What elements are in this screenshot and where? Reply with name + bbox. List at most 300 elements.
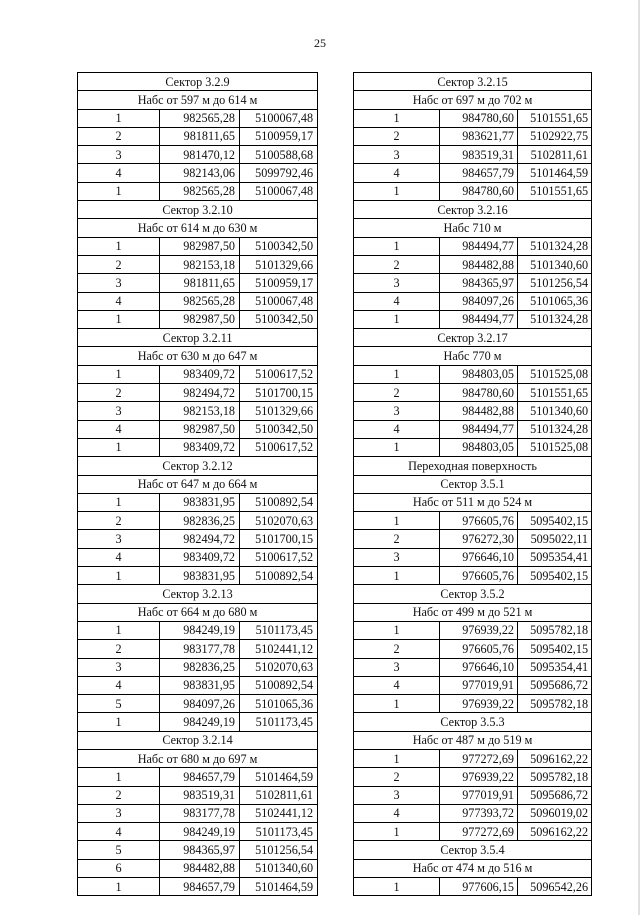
y-coordinate: 5095782,18 — [518, 768, 592, 786]
y-coordinate: 5095686,72 — [518, 676, 592, 694]
y-coordinate: 5101340,60 — [518, 255, 592, 273]
point-number: 2 — [354, 127, 440, 145]
table-row — [78, 823, 318, 841]
table-row — [78, 420, 318, 438]
point-number: 2 — [354, 530, 440, 548]
sector-header-row — [78, 73, 318, 91]
point-number: 1 — [354, 695, 440, 713]
point-number: 2 — [78, 640, 160, 658]
y-coordinate: 5101173,45 — [240, 823, 318, 841]
point-number: 1 — [78, 365, 160, 383]
point-number: 3 — [78, 274, 160, 292]
point-number: 4 — [78, 676, 160, 694]
x-coordinate: 977272,69 — [440, 749, 518, 767]
y-coordinate: 5102811,61 — [240, 786, 318, 804]
y-coordinate: 5100959,17 — [240, 274, 318, 292]
point-number: 4 — [78, 164, 160, 182]
point-number: 1 — [78, 567, 160, 585]
height-range-row — [354, 859, 592, 877]
height-range: Набс от 597 м до 614 м — [78, 91, 318, 109]
sector-title: Сектор 3.2.15 — [354, 73, 592, 91]
y-coordinate: 5100067,48 — [240, 182, 318, 200]
point-number: 2 — [354, 384, 440, 402]
table-row — [354, 823, 592, 841]
y-coordinate: 5100342,50 — [240, 237, 318, 255]
y-coordinate: 5100067,48 — [240, 109, 318, 127]
table-row — [78, 255, 318, 273]
sector-title: Сектор 3.5.3 — [354, 713, 592, 731]
table-row — [78, 109, 318, 127]
point-number: 3 — [78, 658, 160, 676]
x-coordinate: 976605,76 — [440, 640, 518, 658]
x-coordinate: 981470,12 — [160, 146, 240, 164]
y-coordinate: 5095022,11 — [518, 530, 592, 548]
point-number: 1 — [354, 621, 440, 639]
x-coordinate: 977393,72 — [440, 804, 518, 822]
table-row — [354, 768, 592, 786]
sector-header-row — [354, 585, 592, 603]
point-number: 2 — [354, 640, 440, 658]
x-coordinate: 982836,25 — [160, 512, 240, 530]
sector-header-row — [354, 713, 592, 731]
x-coordinate: 983409,72 — [160, 365, 240, 383]
table-row — [354, 567, 592, 585]
y-coordinate: 5101173,45 — [240, 713, 318, 731]
x-coordinate: 982836,25 — [160, 658, 240, 676]
table-row — [78, 438, 318, 456]
point-number: 6 — [78, 859, 160, 877]
height-range: Набс от 487 м до 519 м — [354, 731, 592, 749]
sector-title: Сектор 3.5.2 — [354, 585, 592, 603]
point-number: 4 — [78, 548, 160, 566]
y-coordinate: 5095402,15 — [518, 512, 592, 530]
y-coordinate: 5100588,68 — [240, 146, 318, 164]
coordinates-table-left — [77, 72, 318, 896]
sector-title: Сектор 3.5.1 — [354, 475, 592, 493]
x-coordinate: 976939,22 — [440, 695, 518, 713]
table-row — [78, 695, 318, 713]
y-coordinate: 5101340,60 — [240, 859, 318, 877]
y-coordinate: 5096542,26 — [518, 878, 592, 896]
point-number: 2 — [354, 768, 440, 786]
point-number: 5 — [78, 841, 160, 859]
x-coordinate: 981811,65 — [160, 127, 240, 145]
sector-title: Сектор 3.5.4 — [354, 841, 592, 859]
point-number: 3 — [354, 402, 440, 420]
x-coordinate: 984657,79 — [160, 768, 240, 786]
x-coordinate: 982565,28 — [160, 292, 240, 310]
table-row — [78, 530, 318, 548]
table-row — [78, 127, 318, 145]
y-coordinate: 5100959,17 — [240, 127, 318, 145]
height-range-row — [78, 347, 318, 365]
y-coordinate: 5101256,54 — [240, 841, 318, 859]
height-range-row — [354, 219, 592, 237]
y-coordinate: 5095782,18 — [518, 621, 592, 639]
x-coordinate: 977019,91 — [440, 676, 518, 694]
table-row — [354, 255, 592, 273]
table-row — [354, 878, 592, 896]
x-coordinate: 984780,60 — [440, 109, 518, 127]
point-number: 1 — [78, 878, 160, 896]
page-number: 25 — [314, 36, 326, 50]
y-coordinate: 5096162,22 — [518, 749, 592, 767]
sector-title: Сектор 3.2.10 — [78, 201, 318, 219]
x-coordinate: 977019,91 — [440, 786, 518, 804]
x-coordinate: 984097,26 — [160, 695, 240, 713]
x-coordinate: 984780,60 — [440, 384, 518, 402]
table-row — [78, 676, 318, 694]
height-range: Набс от 474 м до 516 м — [354, 859, 592, 877]
table-row — [354, 804, 592, 822]
y-coordinate: 5101324,28 — [518, 310, 592, 328]
point-number: 2 — [78, 512, 160, 530]
y-coordinate: 5100342,50 — [240, 420, 318, 438]
table-row — [78, 658, 318, 676]
point-number: 4 — [354, 292, 440, 310]
table-row — [78, 713, 318, 731]
x-coordinate: 982987,50 — [160, 420, 240, 438]
sector-header-row — [78, 585, 318, 603]
sector-header-row — [354, 73, 592, 91]
point-number: 1 — [354, 109, 440, 127]
y-coordinate: 5101329,66 — [240, 402, 318, 420]
y-coordinate: 5101256,54 — [518, 274, 592, 292]
table-row — [354, 127, 592, 145]
x-coordinate: 983831,95 — [160, 676, 240, 694]
table-row — [354, 146, 592, 164]
table-row — [78, 768, 318, 786]
point-number: 1 — [78, 768, 160, 786]
point-number: 1 — [78, 713, 160, 731]
point-number: 1 — [78, 182, 160, 200]
point-number: 2 — [78, 127, 160, 145]
height-range: Набс от 614 м до 630 м — [78, 219, 318, 237]
point-number: 4 — [354, 804, 440, 822]
height-range-row — [78, 603, 318, 621]
x-coordinate: 976646,10 — [440, 548, 518, 566]
table-row — [354, 310, 592, 328]
x-coordinate: 984780,60 — [440, 182, 518, 200]
sector-title: Сектор 3.2.17 — [354, 329, 592, 347]
height-range: Набс от 630 м до 647 м — [78, 347, 318, 365]
table-row — [78, 804, 318, 822]
x-coordinate: 984365,97 — [160, 841, 240, 859]
x-coordinate: 984249,19 — [160, 621, 240, 639]
table-row — [78, 237, 318, 255]
height-range-row — [354, 347, 592, 365]
sector-header-row — [78, 457, 318, 475]
table-row — [354, 640, 592, 658]
y-coordinate: 5100617,52 — [240, 548, 318, 566]
height-range-row — [78, 749, 318, 767]
table-row — [354, 274, 592, 292]
height-range-row — [78, 219, 318, 237]
y-coordinate: 5101065,36 — [240, 695, 318, 713]
table-row — [78, 493, 318, 511]
table-row — [78, 164, 318, 182]
x-coordinate: 984249,19 — [160, 713, 240, 731]
table-row — [354, 512, 592, 530]
sector-header-row — [354, 329, 592, 347]
x-coordinate: 984494,77 — [440, 237, 518, 255]
point-number: 1 — [78, 493, 160, 511]
x-coordinate: 984657,79 — [440, 164, 518, 182]
x-coordinate: 982153,18 — [160, 402, 240, 420]
x-coordinate: 983519,31 — [440, 146, 518, 164]
y-coordinate: 5102922,75 — [518, 127, 592, 145]
x-coordinate: 984482,88 — [440, 255, 518, 273]
x-coordinate: 977606,15 — [440, 878, 518, 896]
x-coordinate: 984482,88 — [440, 402, 518, 420]
y-coordinate: 5095402,15 — [518, 640, 592, 658]
table-row — [354, 365, 592, 383]
x-coordinate: 977272,69 — [440, 823, 518, 841]
point-number: 3 — [354, 274, 440, 292]
point-number: 4 — [78, 823, 160, 841]
sector-header-row — [354, 841, 592, 859]
y-coordinate: 5100617,52 — [240, 438, 318, 456]
table-row — [78, 182, 318, 200]
point-number: 3 — [354, 548, 440, 566]
x-coordinate: 982987,50 — [160, 310, 240, 328]
table-row — [78, 786, 318, 804]
y-coordinate: 5101525,08 — [518, 365, 592, 383]
y-coordinate: 5096162,22 — [518, 823, 592, 841]
y-coordinate: 5101700,15 — [240, 384, 318, 402]
point-number: 1 — [354, 365, 440, 383]
point-number: 1 — [354, 749, 440, 767]
point-number: 1 — [78, 237, 160, 255]
height-range-row — [354, 493, 592, 511]
table-row — [78, 548, 318, 566]
y-coordinate: 5102441,12 — [240, 804, 318, 822]
table-row — [354, 438, 592, 456]
coordinates-table-right — [353, 72, 592, 896]
x-coordinate: 984803,05 — [440, 365, 518, 383]
table-row — [354, 695, 592, 713]
point-number: 3 — [354, 146, 440, 164]
table-row — [354, 164, 592, 182]
table-row — [78, 621, 318, 639]
table-row — [78, 274, 318, 292]
table-row — [78, 292, 318, 310]
y-coordinate: 5101464,59 — [240, 768, 318, 786]
table-row — [354, 786, 592, 804]
table-row — [354, 237, 592, 255]
sector-title: Сектор 3.2.11 — [78, 329, 318, 347]
point-number: 2 — [78, 384, 160, 402]
table-row — [354, 548, 592, 566]
y-coordinate: 5095686,72 — [518, 786, 592, 804]
height-range: Набс от 697 м до 702 м — [354, 91, 592, 109]
height-range-row — [354, 91, 592, 109]
point-number: 3 — [354, 786, 440, 804]
point-number: 2 — [78, 786, 160, 804]
point-number: 1 — [354, 823, 440, 841]
sector-header-row — [78, 731, 318, 749]
y-coordinate: 5101551,65 — [518, 384, 592, 402]
x-coordinate: 976646,10 — [440, 658, 518, 676]
table-row — [354, 420, 592, 438]
point-number: 1 — [78, 109, 160, 127]
table-row — [78, 841, 318, 859]
sector-title: Сектор 3.2.12 — [78, 457, 318, 475]
table-row — [354, 182, 592, 200]
point-number: 2 — [354, 255, 440, 273]
y-coordinate: 5102070,63 — [240, 658, 318, 676]
point-number: 3 — [78, 804, 160, 822]
x-coordinate: 983621,77 — [440, 127, 518, 145]
x-coordinate: 984657,79 — [160, 878, 240, 896]
y-coordinate: 5100342,50 — [240, 310, 318, 328]
x-coordinate: 976272,30 — [440, 530, 518, 548]
surface-title: Переходная поверхность — [354, 457, 592, 475]
point-number: 1 — [354, 567, 440, 585]
height-range: Набс от 647 м до 664 м — [78, 475, 318, 493]
table-row — [78, 365, 318, 383]
table-row — [354, 749, 592, 767]
point-number: 5 — [78, 695, 160, 713]
y-coordinate: 5101329,66 — [240, 255, 318, 273]
y-coordinate: 5102441,12 — [240, 640, 318, 658]
x-coordinate: 984365,97 — [440, 274, 518, 292]
point-number: 3 — [354, 658, 440, 676]
point-number: 4 — [78, 292, 160, 310]
y-coordinate: 5102811,61 — [518, 146, 592, 164]
table-row — [78, 310, 318, 328]
table-row — [78, 878, 318, 896]
y-coordinate: 5100892,54 — [240, 567, 318, 585]
y-coordinate: 5100617,52 — [240, 365, 318, 383]
y-coordinate: 5095402,15 — [518, 567, 592, 585]
y-coordinate: 5100067,48 — [240, 292, 318, 310]
x-coordinate: 983519,31 — [160, 786, 240, 804]
sector-header-row — [354, 475, 592, 493]
y-coordinate: 5101324,28 — [518, 237, 592, 255]
x-coordinate: 981811,65 — [160, 274, 240, 292]
point-number: 1 — [354, 237, 440, 255]
point-number: 1 — [354, 878, 440, 896]
height-range: Набс 770 м — [354, 347, 592, 365]
table-row — [354, 109, 592, 127]
x-coordinate: 982987,50 — [160, 237, 240, 255]
y-coordinate: 5101065,36 — [518, 292, 592, 310]
table-row — [78, 402, 318, 420]
x-coordinate: 976939,22 — [440, 621, 518, 639]
y-coordinate: 5100892,54 — [240, 676, 318, 694]
table-row — [78, 567, 318, 585]
sector-header-row — [78, 201, 318, 219]
y-coordinate: 5101551,65 — [518, 182, 592, 200]
point-number: 1 — [78, 621, 160, 639]
y-coordinate: 5101464,59 — [240, 878, 318, 896]
y-coordinate: 5095782,18 — [518, 695, 592, 713]
x-coordinate: 976605,76 — [440, 512, 518, 530]
surface-header-row — [354, 457, 592, 475]
x-coordinate: 983831,95 — [160, 567, 240, 585]
sector-title: Сектор 3.2.14 — [78, 731, 318, 749]
y-coordinate: 5101700,15 — [240, 530, 318, 548]
sector-header-row — [354, 201, 592, 219]
height-range-row — [354, 731, 592, 749]
x-coordinate: 983409,72 — [160, 438, 240, 456]
x-coordinate: 982565,28 — [160, 109, 240, 127]
x-coordinate: 982143,06 — [160, 164, 240, 182]
height-range: Набс 710 м — [354, 219, 592, 237]
table-row — [78, 859, 318, 877]
sector-header-row — [78, 329, 318, 347]
table-row — [354, 292, 592, 310]
y-coordinate: 5096019,02 — [518, 804, 592, 822]
table-row — [354, 402, 592, 420]
point-number: 1 — [78, 310, 160, 328]
point-number: 2 — [78, 255, 160, 273]
y-coordinate: 5101324,28 — [518, 420, 592, 438]
x-coordinate: 982565,28 — [160, 182, 240, 200]
height-range: Набс от 511 м до 524 м — [354, 493, 592, 511]
height-range: Набс от 499 м до 521 м — [354, 603, 592, 621]
height-range-row — [354, 603, 592, 621]
x-coordinate: 984249,19 — [160, 823, 240, 841]
point-number: 4 — [354, 420, 440, 438]
y-coordinate: 5101525,08 — [518, 438, 592, 456]
point-number: 1 — [354, 512, 440, 530]
height-range: Набс от 680 м до 697 м — [78, 749, 318, 767]
point-number: 1 — [354, 438, 440, 456]
x-coordinate: 984097,26 — [440, 292, 518, 310]
table-row — [78, 384, 318, 402]
table-row — [354, 658, 592, 676]
y-coordinate: 5099792,46 — [240, 164, 318, 182]
y-coordinate: 5101551,65 — [518, 109, 592, 127]
point-number: 1 — [78, 438, 160, 456]
y-coordinate: 5095354,41 — [518, 658, 592, 676]
sector-title: Сектор 3.2.9 — [78, 73, 318, 91]
table-row — [354, 676, 592, 694]
x-coordinate: 984494,77 — [440, 420, 518, 438]
point-number: 1 — [354, 310, 440, 328]
x-coordinate: 983831,95 — [160, 493, 240, 511]
y-coordinate: 5101173,45 — [240, 621, 318, 639]
x-coordinate: 983177,78 — [160, 640, 240, 658]
table-row — [78, 512, 318, 530]
x-coordinate: 983409,72 — [160, 548, 240, 566]
point-number: 3 — [78, 402, 160, 420]
x-coordinate: 984482,88 — [160, 859, 240, 877]
sector-title: Сектор 3.2.13 — [78, 585, 318, 603]
x-coordinate: 984803,05 — [440, 438, 518, 456]
y-coordinate: 5100892,54 — [240, 493, 318, 511]
table-row — [354, 384, 592, 402]
point-number: 3 — [78, 146, 160, 164]
sector-title: Сектор 3.2.16 — [354, 201, 592, 219]
y-coordinate: 5101464,59 — [518, 164, 592, 182]
table-row — [354, 530, 592, 548]
x-coordinate: 976939,22 — [440, 768, 518, 786]
point-number: 1 — [354, 182, 440, 200]
height-range-row — [78, 475, 318, 493]
point-number: 3 — [78, 530, 160, 548]
y-coordinate: 5095354,41 — [518, 548, 592, 566]
point-number: 4 — [354, 164, 440, 182]
x-coordinate: 976605,76 — [440, 567, 518, 585]
y-coordinate: 5102070,63 — [240, 512, 318, 530]
x-coordinate: 983177,78 — [160, 804, 240, 822]
table-row — [78, 146, 318, 164]
x-coordinate: 984494,77 — [440, 310, 518, 328]
x-coordinate: 982153,18 — [160, 255, 240, 273]
